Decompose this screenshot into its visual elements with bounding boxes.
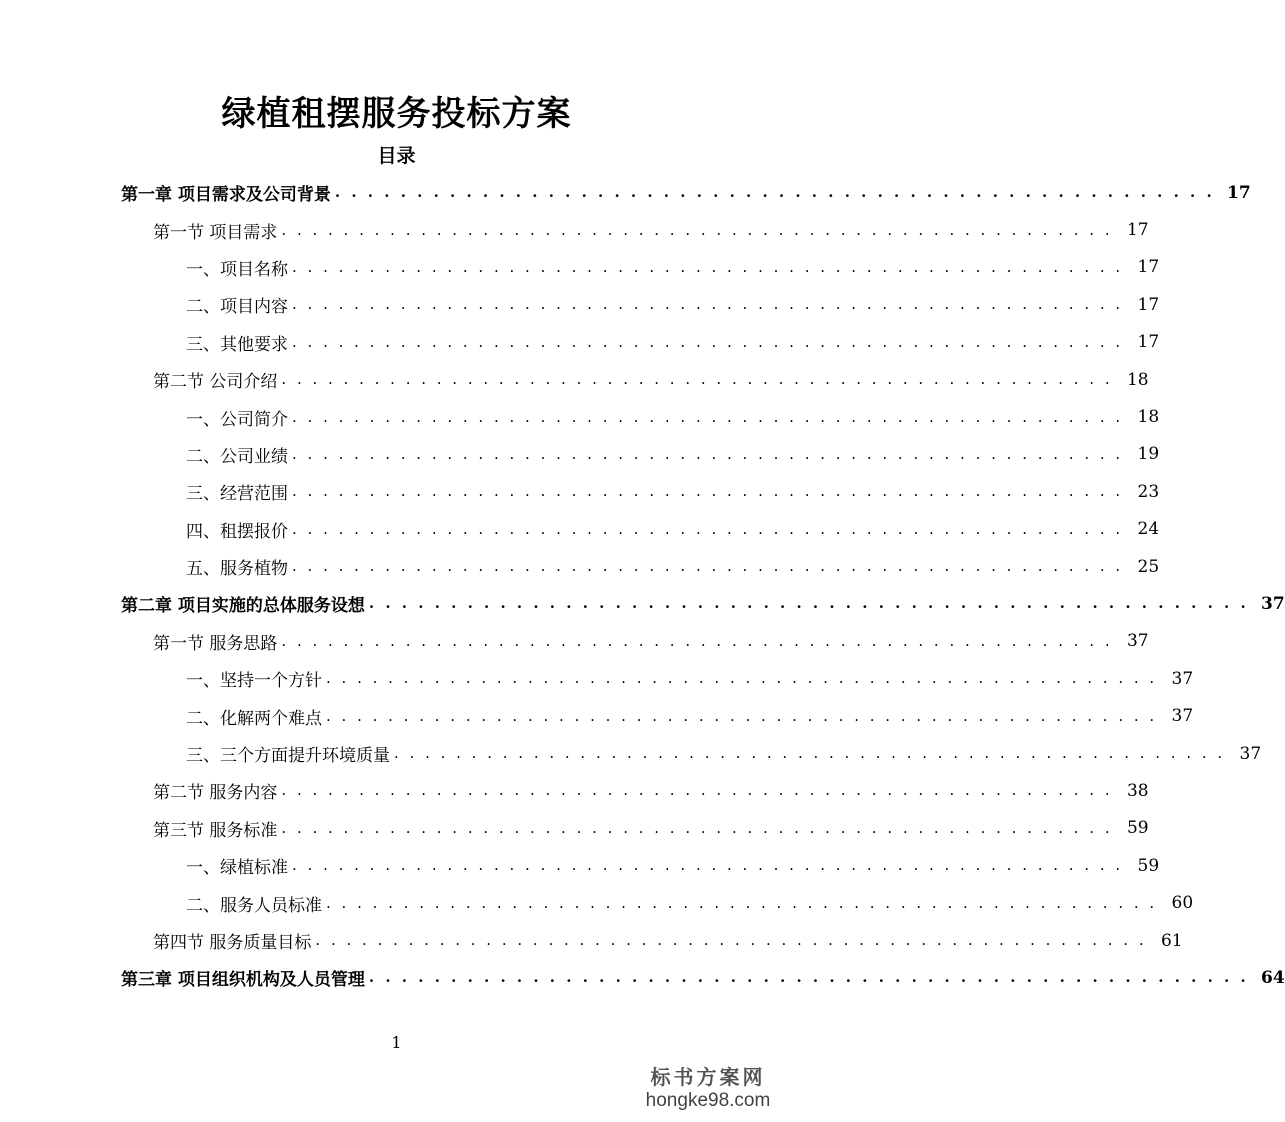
toc-entry-level-2[interactable] [0,361,1149,398]
toc-entry-page: 59 [1126,818,1149,839]
toc-entry-level-2[interactable] [0,772,1149,809]
toc-entry-page: 17 [1126,220,1149,241]
toc-dot-leader: . . . . . . . . . . . . . . . . . . . . . . . . . . . . . . . . . . . . . . . . . . . . . . . . . . . . . . [281,631,1113,650]
toc-dot-leader: . . . . . . . . . . . . . . . . . . . . . . . . . . . . . . . . . . . . . . . . . . . . . . . . . . . . . . [292,482,1124,501]
toc-entry-page: 18 [1137,407,1160,428]
toc-entry-level-3[interactable] [0,847,1160,884]
toc-dot-leader: . . . . . . . . . . . . . . . . . . . . . . . . . . . . . . . . . . . . . . . . . . . . . . . . . . . . . . [281,370,1113,389]
watermark-url: hongke98.com [645,1090,771,1111]
toc-entry-page: 19 [1137,444,1160,465]
toc-entry-level-3[interactable] [0,511,1160,548]
toc-entry-level-2[interactable] [0,922,1183,959]
toc-entry-page: 18 [1126,369,1149,390]
document-title: 绿植租摆服务投标方案 [221,94,572,134]
toc-dot-leader: . . . . . . . . . . . . . . . . . . . . . . . . . . . . . . . . . . . . . . . . . . . . . . . . . . . . . . [281,781,1113,800]
toc-entry-label: 第二节 服务内容 [153,783,278,804]
toc-entry-page: 59 [1137,855,1160,876]
toc-entry-level-2[interactable] [0,810,1149,847]
toc-entry-page: 64 [1261,967,1285,988]
toc-entry-level-1[interactable] [0,585,1285,622]
toc-entry-level-2[interactable] [0,623,1149,660]
toc-entry-page: 17 [1137,332,1160,353]
toc-entry-label: 第一节 服务思路 [153,633,278,654]
table-of-contents [0,174,1285,997]
toc-dot-leader: . . . . . . . . . . . . . . . . . . . . . . . . . . . . . . . . . . . . . . . . . . . . . . . . . . . . . . [281,220,1113,239]
toc-entry-page: 60 [1171,893,1194,914]
toc-entry-label: 一、项目名称 [186,259,288,280]
toc-entry-page: 24 [1137,519,1160,540]
toc-entry-label: 二、化解两个难点 [186,708,322,729]
toc-entry-level-3[interactable] [0,697,1194,734]
toc-dot-leader: . . . . . . . . . . . . . . . . . . . . . . . . . . . . . . . . . . . . . . . . . . . . . . . . . . . . . . [326,669,1158,688]
toc-entry-page: 38 [1126,780,1149,801]
toc-entry-label: 一、绿植标准 [186,858,288,879]
toc-entry-page: 37 [1171,668,1194,689]
toc-dot-leader: . . . . . . . . . . . . . . . . . . . . . . . . . . . . . . . . . . . . . . . . . . . . . . . . . . . . . . [315,931,1147,949]
toc-dot-leader: . . . . . . . . . . . . . . . . . . . . . . . . . . . . . . . . . . . . . . . . . . . . . . . . . . . . . . [334,183,1215,202]
toc-entry-label: 第一章 项目需求及公司背景 [121,185,331,206]
toc-entry-level-3[interactable] [0,398,1160,435]
toc-dot-leader: . . . . . . . . . . . . . . . . . . . . . . . . . . . . . . . . . . . . . . . . . . . . . . . . . . . . . . [281,818,1113,837]
toc-dot-leader: . . . . . . . . . . . . . . . . . . . . . . . . . . . . . . . . . . . . . . . . . . . . . . . . . . . . . . [292,407,1124,426]
toc-entry-page: 37 [1239,743,1262,764]
toc-entry-label: 一、坚持一个方针 [186,671,322,692]
toc-entry-level-1[interactable] [0,959,1285,996]
toc-dot-leader: . . . . . . . . . . . . . . . . . . . . . . . . . . . . . . . . . . . . . . . . . . . . . . . . . . . . . . [394,744,1226,763]
toc-entry-page: 17 [1137,257,1160,278]
toc-entry-page: 17 [1137,294,1160,315]
toc-entry-label: 第二章 项目实施的总体服务设想 [121,596,365,617]
watermark-logo [633,1066,783,1112]
page-number: 1 [391,1033,402,1052]
toc-entry-label: 第四节 服务质量目标 [153,933,312,953]
toc-entry-page: 23 [1137,481,1160,502]
toc-entry-label: 三、经营范围 [186,484,288,505]
toc-entry-level-3[interactable] [0,324,1160,361]
toc-dot-leader: . . . . . . . . . . . . . . . . . . . . . . . . . . . . . . . . . . . . . . . . . . . . . . . . . . . . . . [292,856,1124,875]
toc-entry-label: 一、公司简介 [186,409,288,430]
toc-entry-level-3[interactable] [0,660,1194,697]
toc-entry-level-3[interactable] [0,735,1262,772]
toc-entry-level-2[interactable] [0,211,1149,248]
toc-entry-level-3[interactable] [0,473,1160,510]
toc-dot-leader: . . . . . . . . . . . . . . . . . . . . . . . . . . . . . . . . . . . . . . . . . . . . . . . . . . . . . . [368,968,1249,987]
watermark-text: 标书方案网 [650,1067,766,1089]
toc-entry-level-3[interactable] [0,249,1160,286]
toc-heading: 目录 [377,145,416,167]
toc-dot-leader: . . . . . . . . . . . . . . . . . . . . . . . . . . . . . . . . . . . . . . . . . . . . . . . . . . . . . . [292,332,1124,351]
toc-entry-page: 61 [1160,930,1183,951]
toc-entry-label: 第三节 服务标准 [153,820,278,841]
toc-entry-page: 17 [1227,182,1251,203]
toc-dot-leader: . . . . . . . . . . . . . . . . . . . . . . . . . . . . . . . . . . . . . . . . . . . . . . . . . . . . . . [292,257,1124,276]
toc-entry-page: 37 [1171,706,1194,727]
toc-entry-label: 第一节 项目需求 [153,222,278,243]
toc-entry-label: 第三章 项目组织机构及人员管理 [121,970,365,991]
toc-entry-page: 37 [1126,631,1149,652]
toc-dot-leader: . . . . . . . . . . . . . . . . . . . . . . . . . . . . . . . . . . . . . . . . . . . . . . . . . . . . . . [292,444,1124,463]
toc-entry-label: 三、其他要求 [186,334,288,355]
toc-entry-label: 二、服务人员标准 [186,895,322,916]
toc-entry-page: 25 [1137,556,1160,577]
toc-dot-leader: . . . . . . . . . . . . . . . . . . . . . . . . . . . . . . . . . . . . . . . . . . . . . . . . . . . . . . [292,519,1124,538]
toc-dot-leader: . . . . . . . . . . . . . . . . . . . . . . . . . . . . . . . . . . . . . . . . . . . . . . . . . . . . . . [326,893,1158,912]
toc-dot-leader: . . . . . . . . . . . . . . . . . . . . . . . . . . . . . . . . . . . . . . . . . . . . . . . . . . . . . . [368,594,1249,613]
toc-entry-label: 四、租摆报价 [186,521,288,542]
toc-entry-label: 五、服务植物 [186,559,288,580]
toc-dot-leader: . . . . . . . . . . . . . . . . . . . . . . . . . . . . . . . . . . . . . . . . . . . . . . . . . . . . . . [292,295,1124,314]
toc-entry-level-3[interactable] [0,884,1194,921]
toc-entry-level-3[interactable] [0,548,1160,585]
toc-entry-label: 二、公司业绩 [186,446,288,467]
toc-entry-level-1[interactable] [0,174,1251,211]
toc-entry-label: 二、项目内容 [186,297,288,318]
toc-entry-label: 第二节 公司介绍 [153,372,278,393]
toc-dot-leader: . . . . . . . . . . . . . . . . . . . . . . . . . . . . . . . . . . . . . . . . . . . . . . . . . . . . . . [292,557,1124,576]
toc-dot-leader: . . . . . . . . . . . . . . . . . . . . . . . . . . . . . . . . . . . . . . . . . . . . . . . . . . . . . . [326,706,1158,725]
toc-entry-level-3[interactable] [0,286,1160,323]
toc-entry-level-3[interactable] [0,436,1160,473]
toc-entry-label: 三、三个方面提升环境质量 [186,746,390,767]
toc-entry-page: 37 [1261,593,1285,614]
